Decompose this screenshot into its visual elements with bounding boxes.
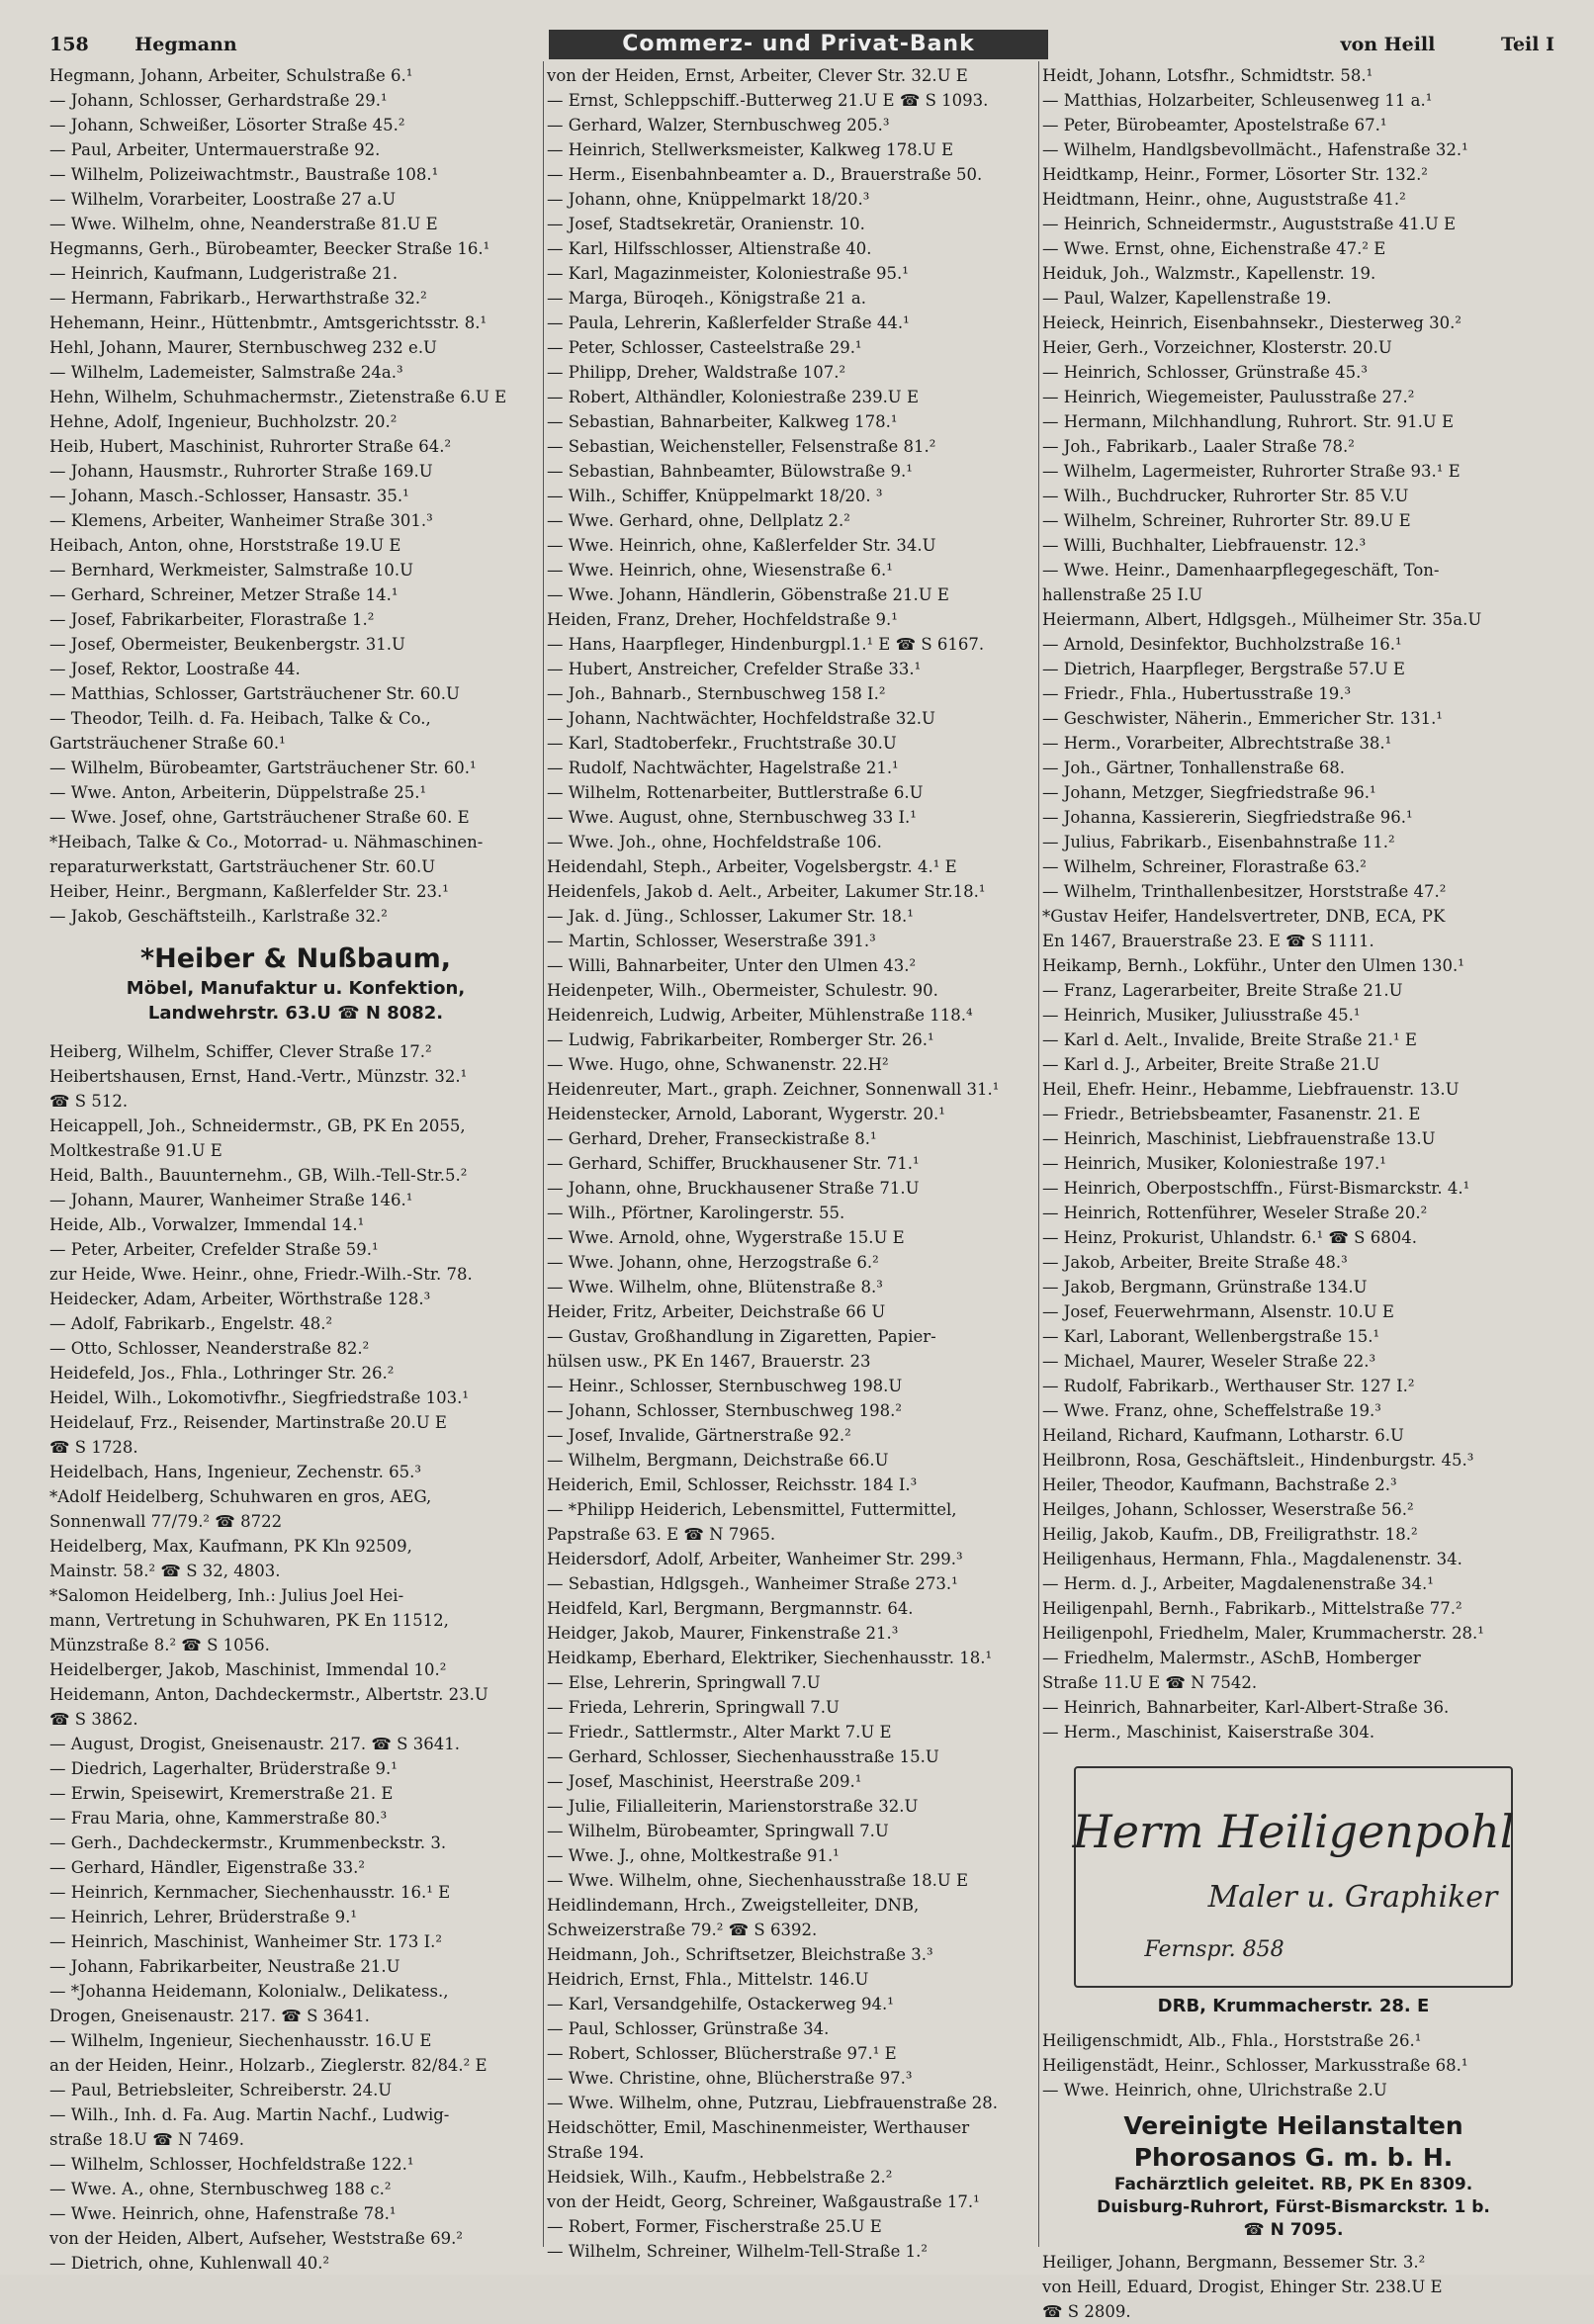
directory-entry: En 1467, Brauerstraße 23. E ☎ S 1111.: [1042, 932, 1374, 950]
directory-entry: — Peter, Schlosser, Casteelstraße 29.¹: [547, 338, 862, 357]
directory-entry: — Gerhard, Dreher, Franseckistraße 8.¹: [547, 1129, 877, 1148]
column-1-entries-continued: [49, 1039, 542, 2276]
directory-entry: — Wilhelm, Ingenieur, Siechenhausstr. 16.U E: [49, 2031, 432, 2050]
directory-entry: — Karl, Versandgehilfe, Ostackerweg 94.¹: [547, 1995, 894, 2013]
directory-entry: — Gerhard, Schlosser, Siechenhausstraße 15.U: [547, 1747, 939, 1766]
directory-entry: — Johann, Nachtwächter, Hochfeldstraße 32.U: [547, 709, 935, 728]
directory-entry: — Jakob, Geschäftsteilh., Karlstraße 32.²: [49, 907, 388, 926]
directory-entry: Heidendahl, Steph., Arbeiter, Vogelsbergstr. 4.¹ E: [547, 857, 957, 876]
directory-entry: Heidelberger, Jakob, Maschinist, Immendal 10.²: [49, 1660, 447, 1679]
directory-entry: — Gerhard, Schreiner, Metzer Straße 14.¹: [49, 585, 398, 604]
directory-entry: — Paul, Schlosser, Grünstraße 34.: [547, 2019, 830, 2038]
directory-entry: — Heinz, Prokurist, Uhlandstr. 6.¹ ☎ S 6804.: [1042, 1228, 1417, 1247]
directory-entry: — Friedr., Sattlermstr., Alter Markt 7.U E: [547, 1723, 892, 1742]
directory-entry: — Sebastian, Hdlgsgeh., Wanheimer Straße 273.¹: [547, 1574, 958, 1593]
directory-entry: ☎ S 1728.: [49, 1438, 138, 1457]
directory-entry: — Herm., Maschinist, Kaiserstraße 304.: [1042, 1723, 1375, 1742]
directory-entry: — Wwe. Ernst, ohne, Eichenstraße 47.² E: [1042, 239, 1386, 258]
directory-entry: — Wilhelm, Rottenarbeiter, Buttlerstraße 6.U: [547, 783, 924, 802]
directory-entry: Heidt, Johann, Lotsfhr., Schmidtstr. 58.¹: [1042, 66, 1373, 85]
column-1: [49, 63, 542, 2273]
directory-entry: Heidtmann, Heinr., ohne, Auguststraße 41.²: [1042, 190, 1406, 209]
directory-entry: — Wilh., Buchdrucker, Ruhrorter Str. 85 V.U: [1042, 487, 1409, 505]
directory-entry: — Matthias, Holzarbeiter, Schleusenweg 11 a.¹: [1042, 91, 1433, 110]
directory-entry: ☎ S 512.: [49, 1092, 129, 1111]
directory-entry: Heicappell, Joh., Schneidermstr., GB, PK En 2055,: [49, 1117, 466, 1135]
directory-entry: — Wwe. Heinrich, ohne, Hafenstraße 78.¹: [49, 2204, 397, 2223]
directory-entry: — Wwe. Gerhard, ohne, Dellplatz 2.²: [547, 511, 850, 530]
directory-entry: — Wwe. August, ohne, Sternbuschweg 33 I.¹: [547, 808, 917, 827]
directory-entry: — Julius, Fabrikarb., Eisenbahnstraße 11.²: [1042, 833, 1395, 851]
directory-entry: Heidemann, Anton, Dachdeckermstr., Albertstr. 23.U: [49, 1685, 488, 1704]
directory-entry: Sonnenwall 77/79.² ☎ 8722: [49, 1512, 283, 1531]
directory-entry: — Julie, Filialleiterin, Marienstorstraße 32.U: [547, 1797, 919, 1816]
directory-entry: — Wilhelm, Lagermeister, Ruhrorter Straße 93.¹ E: [1042, 462, 1461, 481]
directory-entry: Heidefeld, Jos., Fhla., Lothringer Str. 26.²: [49, 1364, 395, 1383]
directory-entry: — Robert, Schlosser, Blücherstraße 97.¹ E: [547, 2044, 897, 2063]
directory-entry: Heiligenhaus, Hermann, Fhla., Magdalenenstr. 34.: [1042, 1550, 1462, 1568]
directory-entry: — Wwe. Anton, Arbeiterin, Düppelstraße 25.¹: [49, 783, 427, 802]
directory-entry: — Karl d. Aelt., Invalide, Breite Straße 21.¹ E: [1042, 1030, 1417, 1049]
directory-entry: — Wilhelm, Bürobeamter, Gartsträuchener Str. 60.¹: [49, 759, 477, 777]
ad-line: ☎ N 7095.: [1243, 2220, 1344, 2240]
directory-entry: Heib, Hubert, Maschinist, Ruhrorter Straße 64.²: [49, 437, 452, 456]
directory-entry: — Wwe. A., ohne, Sternbuschweg 188 c.²: [49, 2180, 392, 2198]
directory-entry: Gartsträuchener Straße 60.¹: [49, 734, 286, 753]
directory-entry: Hehne, Adolf, Ingenieur, Buchholzstr. 20.²: [49, 412, 398, 431]
directory-entry: straße 18.U ☎ N 7469.: [49, 2130, 244, 2149]
ad-line: Duisburg-Ruhrort, Fürst-Bismarckstr. 1 b.: [1097, 2197, 1490, 2217]
ad-title: Vereinigte Heilanstalten Phorosanos G. m. b. H.: [1123, 2111, 1463, 2172]
directory-entry: — Hans, Haarpfleger, Hindenburgpl.1.¹ E ☎ S 6167.: [547, 635, 985, 654]
column-divider: [1038, 61, 1039, 2247]
directory-entry: zur Heide, Wwe. Heinr., ohne, Friedr.-Wilh.-Str. 78.: [49, 1265, 473, 1284]
directory-entry: — Josef, Stadtsekretär, Oranienstr. 10.: [547, 215, 865, 233]
directory-entry: — Adolf, Fabrikarb., Engelstr. 48.²: [49, 1314, 333, 1333]
directory-entry: — Wwe. Christine, ohne, Blücherstraße 97.³: [547, 2069, 913, 2088]
header-left: [49, 34, 237, 55]
directory-entry: — Jakob, Bergmann, Grünstraße 134.U: [1042, 1278, 1368, 1296]
directory-entry: — Heinrich, Schneidermstr., Auguststraße 41.U E: [1042, 215, 1457, 233]
directory-entry: — Wwe. Wilhelm, ohne, Putzrau, Liebfrauenstraße 28.: [547, 2094, 998, 2112]
directory-entry: Hehemann, Heinr., Hüttenbmtr., Amtsgerichtsstr. 8.¹: [49, 313, 487, 332]
directory-entry: — Franz, Lagerarbeiter, Breite Straße 21.U: [1042, 981, 1403, 1000]
directory-entry: — Wwe. Heinr., Damenhaarpflegegeschäft, Ton-: [1042, 561, 1440, 580]
directory-entry: mann, Vertretung in Schuhwaren, PK En 11512,: [49, 1611, 449, 1630]
directory-entry: — Friedhelm, Malermstr., ASchB, Homberger: [1042, 1649, 1421, 1667]
directory-entry: Heieck, Heinrich, Eisenbahnsekr., Diesterweg 30.²: [1042, 313, 1461, 332]
header-last-name: von Heill: [1340, 34, 1436, 55]
ad-title: *Heiber & Nußbaum,: [140, 943, 451, 974]
directory-entry: Heiberg, Wilhelm, Schiffer, Clever Straße 17.²: [49, 1042, 432, 1061]
directory-entry: — Ernst, Schleppschiff.-Butterweg 21.U E ☎ S 1093.: [547, 91, 989, 110]
directory-entry: — Arnold, Desinfektor, Buchholzstraße 16.¹: [1042, 635, 1402, 654]
directory-entry: — Johann, ohne, Knüppelmarkt 18/20.³: [547, 190, 870, 209]
directory-entry: Heidenstecker, Arnold, Laborant, Wygerstr. 20.¹: [547, 1105, 945, 1123]
directory-entry: — Diedrich, Lagerhalter, Brüderstraße 9.¹: [49, 1759, 398, 1778]
directory-entry: Heibertshausen, Ernst, Hand.-Vertr., Münzstr. 32.¹: [49, 1067, 468, 1086]
directory-entry: *Adolf Heidelberg, Schuhwaren en gros, AEG,: [49, 1487, 432, 1506]
ad-line: Möbel, Manufaktur u. Konfektion,: [126, 978, 466, 999]
directory-entry: Heilig, Jakob, Kaufm., DB, Freiligrathstr. 18.²: [1042, 1525, 1418, 1544]
directory-entry: — *Johanna Heidemann, Kolonialw., Delikatess.,: [49, 1982, 449, 2001]
column-2-entries: [547, 63, 1037, 2264]
directory-entry: — Karl d. J., Arbeiter, Breite Straße 21.U: [1042, 1055, 1380, 1074]
directory-entry: Heiligenstädt, Heinr., Schlosser, Markusstraße 68.¹: [1042, 2056, 1468, 2075]
directory-entry: Hehn, Wilhelm, Schuhmachermstr., Zietenstraße 6.U E: [49, 388, 507, 406]
directory-entry: Heikamp, Bernh., Lokführ., Unter den Ulmen 130.¹: [1042, 956, 1464, 975]
directory-entry: — Marga, Büroqeh., Königstraße 21 a.: [547, 289, 866, 308]
directory-entry: Heidrich, Ernst, Fhla., Mittelstr. 146.U: [547, 1970, 869, 1989]
directory-entry: Heidsiek, Wilh., Kaufm., Hebbelstraße 2.²: [547, 2168, 893, 2187]
directory-entry: Heidersdorf, Adolf, Arbeiter, Wanheimer Str. 299.³: [547, 1550, 963, 1568]
directory-entry: — Karl, Stadtoberfekr., Fruchtstraße 30.U: [547, 734, 897, 753]
directory-entry: — Joh., Fabrikarb., Laaler Straße 78.²: [1042, 437, 1355, 456]
page-header: [49, 30, 1554, 59]
directory-entry: Heiber, Heinr., Bergmann, Kaßlerfelder Str. 23.¹: [49, 882, 449, 901]
directory-entry: — Johann, Metzger, Siegfriedstraße 96.¹: [1042, 783, 1376, 802]
directory-entry: — Johann, Schlosser, Sternbuschweg 198.²: [547, 1401, 902, 1420]
directory-entry: — Hubert, Anstreicher, Crefelder Straße 33.¹: [547, 660, 922, 678]
page-number: 158: [49, 34, 89, 55]
directory-entry: — Josef, Feuerwehrmann, Alsenstr. 10.U E: [1042, 1302, 1394, 1321]
column-1-entries: [49, 63, 542, 929]
directory-entry: Moltkestraße 91.U E: [49, 1141, 222, 1160]
directory-entry: Straße 11.U E ☎ N 7542.: [1042, 1673, 1258, 1692]
directory-entry: — Johann, Schlosser, Gerhardstraße 29.¹: [49, 91, 388, 110]
directory-entry: — Wwe. Wilhelm, ohne, Neanderstraße 81.U E: [49, 215, 438, 233]
directory-entry: — Wwe. Heinrich, ohne, Kaßlerfelder Str. 34.U: [547, 536, 936, 555]
directory-entry: — Heinrich, Musiker, Koloniestraße 197.¹: [1042, 1154, 1386, 1173]
directory-entry: — Wilh., Inh. d. Fa. Aug. Martin Nachf., Ludwig-: [49, 2105, 450, 2124]
directory-entry: Heidger, Jakob, Maurer, Finkenstraße 21.³: [547, 1624, 899, 1643]
column-3: [1042, 63, 1545, 2321]
directory-entry: — Gustav, Großhandlung in Zigaretten, Papier-: [547, 1327, 936, 1346]
directory-entry: — Hermann, Milchhandlung, Ruhrort. Str. 91.U E: [1042, 412, 1455, 431]
directory-entry: Hegmann, Johann, Arbeiter, Schulstraße 6.¹: [49, 66, 413, 85]
directory-entry: Heidenpeter, Wilh., Obermeister, Schulestr. 90.: [547, 981, 938, 1000]
directory-entry: Heidelbach, Hans, Ingenieur, Zechenstr. 65.³: [49, 1463, 421, 1481]
directory-entry: — Johann, Maurer, Wanheimer Straße 146.¹: [49, 1191, 413, 1209]
directory-entry: — Wwe. Franz, ohne, Scheffelstraße 19.³: [1042, 1401, 1381, 1420]
column-3-entries: [1042, 63, 1545, 1744]
directory-entry: — Johann, Masch.-Schlosser, Hansastr. 35.¹: [49, 487, 409, 505]
directory-entry: Hehl, Johann, Maurer, Sternbuschweg 232 e.U: [49, 338, 437, 357]
directory-entry: Heidel, Wilh., Lokomotivfhr., Siegfriedstraße 103.¹: [49, 1388, 469, 1407]
directory-entry: — Paul, Betriebsleiter, Schreiberstr. 24.U: [49, 2081, 393, 2100]
logo-ad-address: DRB, Krummacherstr. 28. E: [1157, 1996, 1430, 2016]
directory-entry: — Martin, Schlosser, Weserstraße 391.³: [547, 932, 876, 950]
logo-script-name: Herm Heiligenpohl: [1072, 1805, 1515, 1858]
directory-entry: — Herm. d. J., Arbeiter, Magdalenenstraße 34.¹: [1042, 1574, 1434, 1593]
directory-entry: Mainstr. 58.² ☎ S 32, 4803.: [49, 1562, 281, 1580]
directory-entry: Heidecker, Adam, Arbeiter, Wörthstraße 128.³: [49, 1290, 431, 1308]
directory-entry: — Bernhard, Werkmeister, Salmstraße 10.U: [49, 561, 413, 580]
directory-entry: Heidenreuter, Mart., graph. Zeichner, Sonnenwall 31.¹: [547, 1080, 1000, 1099]
directory-entry: — Dietrich, ohne, Kuhlenwall 40.²: [49, 2254, 330, 2273]
directory-entry: ☎ S 3862.: [49, 1710, 138, 1729]
phorosanos-ad: [1042, 2110, 1545, 2242]
directory-entry: — Wilhelm, Polizeiwachtmstr., Baustraße 108.¹: [49, 165, 439, 184]
directory-entry: — Wwe. Joh., ohne, Hochfeldstraße 106.: [547, 833, 882, 851]
directory-entry: — Wilhelm, Schreiner, Ruhrorter Str. 89.U E: [1042, 511, 1411, 530]
directory-entry: — Gerhard, Walzer, Sternbuschweg 205.³: [547, 116, 890, 134]
directory-entry: — Wilhelm, Schlosser, Hochfeldstraße 122.¹: [49, 2155, 414, 2174]
directory-entry: — Heinrich, Maschinist, Wanheimer Str. 173 I.²: [49, 1932, 442, 1951]
column-3-entries-continued: [1042, 2028, 1545, 2102]
directory-entry: — Josef, Maschinist, Heerstraße 209.¹: [547, 1772, 862, 1791]
directory-entry: Heiligenschmidt, Alb., Fhla., Horststraße 26.¹: [1042, 2031, 1422, 2050]
directory-entry: — Johann, ohne, Bruckhausener Straße 71.U: [547, 1179, 920, 1198]
directory-entry: *Gustav Heifer, Handelsvertreter, DNB, ECA, PK: [1042, 907, 1446, 926]
directory-entry: — Wwe. Heinrich, ohne, Wiesenstraße 6.¹: [547, 561, 893, 580]
directory-entry: — Wilh., Schiffer, Knüppelmarkt 18/20. ³: [547, 487, 883, 505]
directory-entry: — Wwe. Johann, ohne, Herzogstraße 6.²: [547, 1253, 879, 1272]
directory-entry: — Philipp, Dreher, Waldstraße 107.²: [547, 363, 846, 382]
directory-entry: — Wwe. Heinrich, ohne, Ulrichstraße 2.U: [1042, 2081, 1387, 2100]
directory-entry: — Herm., Vorarbeiter, Albrechtstraße 38.¹: [1042, 734, 1392, 753]
directory-entry: Heiderich, Emil, Schlosser, Reichsstr. 184 I.³: [547, 1475, 918, 1494]
directory-entry: — Wwe. Hugo, ohne, Schwanenstr. 22.H²: [547, 1055, 889, 1074]
directory-entry: von der Heiden, Ernst, Arbeiter, Clever Str. 32.U E: [547, 66, 968, 85]
directory-entry: — Gerh., Dachdeckermstr., Krummenbeckstr. 3.: [49, 1833, 447, 1852]
directory-entry: ☎ S 2809.: [1042, 2302, 1131, 2321]
directory-entry: — Josef, Fabrikarbeiter, Florastraße 1.²: [49, 610, 375, 629]
directory-entry: — Herm., Eisenbahnbeamter a. D., Brauerstraße 50.: [547, 165, 983, 184]
directory-entry: — Robert, Althändler, Koloniestraße 239.U E: [547, 388, 920, 406]
directory-entry: — Karl, Laborant, Wellenbergstraße 15.¹: [1042, 1327, 1380, 1346]
directory-entry: von der Heidt, Georg, Schreiner, Waßgaustraße 17.¹: [547, 2192, 980, 2211]
directory-entry: Heiligenpahl, Bernh., Fabrikarb., Mittelstraße 77.²: [1042, 1599, 1462, 1618]
directory-entry: — Joh., Gärtner, Tonhallenstraße 68.: [1042, 759, 1345, 777]
directory-entry: — Sebastian, Bahnarbeiter, Kalkweg 178.¹: [547, 412, 898, 431]
directory-entry: — Michael, Maurer, Weseler Straße 22.³: [1042, 1352, 1376, 1371]
logo-script-phone: Fernspr. 858: [1144, 1937, 1284, 1962]
directory-entry: Heilbronn, Rosa, Geschäftsleit., Hindenburgstr. 45.³: [1042, 1451, 1474, 1470]
directory-entry: — Wwe. Wilhelm, ohne, Siechenhausstraße 18.U E: [547, 1871, 969, 1890]
directory-entry: — Wilhelm, Bürobeamter, Springwall 7.U: [547, 1822, 889, 1840]
directory-entry: — Wwe. J., ohne, Moltkestraße 91.¹: [547, 1846, 840, 1865]
directory-entry: Heidelauf, Frz., Reisender, Martinstraße 20.U E: [49, 1413, 447, 1432]
directory-entry: — Josef, Rektor, Loostraße 44.: [49, 660, 301, 678]
directory-entry: — Else, Lehrerin, Springwall 7.U: [547, 1673, 821, 1692]
directory-entry: Hegmanns, Gerh., Bürobeamter, Beecker Straße 16.¹: [49, 239, 490, 258]
directory-entry: — Karl, Magazinmeister, Koloniestraße 95.¹: [547, 264, 909, 283]
directory-entry: *Salomon Heidelberg, Inh.: Julius Joel Hei-: [49, 1586, 404, 1605]
directory-entry: — Gerhard, Händler, Eigenstraße 33.²: [49, 1858, 365, 1877]
directory-entry: — Paul, Walzer, Kapellenstraße 19.: [1042, 289, 1332, 308]
directory-entry: Heidkamp, Eberhard, Elektriker, Siechenhausstr. 18.¹: [547, 1649, 993, 1667]
directory-entry: — Rudolf, Fabrikarb., Werthauser Str. 127 I.²: [1042, 1377, 1415, 1395]
directory-entry: Heiliger, Johann, Bergmann, Bessemer Str. 3.²: [1042, 2253, 1426, 2272]
directory-entry: — Robert, Former, Fischerstraße 25.U E: [547, 2217, 882, 2236]
directory-entry: Heiermann, Albert, Hdlgsgeh., Mülheimer Str. 35a.U: [1042, 610, 1482, 629]
heiber-nussbaum-ad: [49, 942, 542, 1026]
directory-entry: — Heinrich, Bahnarbeiter, Karl-Albert-Straße 36.: [1042, 1698, 1450, 1717]
directory-entry: — Wilhelm, Schreiner, Wilhelm-Tell-Straße 1.²: [547, 2242, 929, 2261]
directory-entry: reparaturwerkstatt, Gartsträuchener Str. 60.U: [49, 857, 436, 876]
directory-entry: — Johann, Fabrikarbeiter, Neustraße 21.U: [49, 1957, 400, 1976]
directory-entry: — Johann, Schweißer, Lösorter Straße 45.²: [49, 116, 405, 134]
directory-entry: Papstraße 63. E ☎ N 7965.: [547, 1525, 776, 1544]
directory-entry: Heidenfels, Jakob d. Aelt., Arbeiter, Lakumer Str.18.¹: [547, 882, 986, 901]
directory-entry: — Heinrich, Schlosser, Grünstraße 45.³: [1042, 363, 1369, 382]
directory-entry: — Willi, Bahnarbeiter, Unter den Ulmen 43.²: [547, 956, 917, 975]
directory-entry: — Heinrich, Maschinist, Liebfrauenstraße 13.U: [1042, 1129, 1436, 1148]
directory-entry: Heilges, Johann, Schlosser, Weserstraße 56.²: [1042, 1500, 1414, 1519]
directory-entry: — Heinrich, Kaufmann, Ludgeristraße 21.: [49, 264, 398, 283]
directory-entry: Heidschötter, Emil, Maschinenmeister, Werthauser: [547, 2118, 970, 2137]
directory-entry: Heid, Balth., Bauunternehm., GB, Wilh.-Tell-Str.5.²: [49, 1166, 468, 1185]
directory-entry: Heier, Gerh., Vorzeichner, Klosterstr. 20.U: [1042, 338, 1392, 357]
directory-entry: — Wilhelm, Lademeister, Salmstraße 24a.³: [49, 363, 403, 382]
directory-entry: Heibach, Anton, ohne, Horststraße 19.U E: [49, 536, 401, 555]
directory-entry: — Jakob, Arbeiter, Breite Straße 48.³: [1042, 1253, 1348, 1272]
directory-entry: — Theodor, Teilh. d. Fa. Heibach, Talke & Co.,: [49, 709, 431, 728]
directory-entry: Drogen, Gneisenaustr. 217. ☎ S 3641.: [49, 2007, 370, 2025]
directory-entry: — Frieda, Lehrerin, Springwall 7.U: [547, 1698, 840, 1717]
directory-entry: — Peter, Bürobeamter, Apostelstraße 67.¹: [1042, 116, 1387, 134]
directory-entry: Heidfeld, Karl, Bergmann, Bergmannstr. 64.: [547, 1599, 914, 1618]
directory-entry: — Joh., Bahnarb., Sternbuschweg 158 I.²: [547, 684, 886, 703]
directory-entry: — Wilhelm, Handlgsbevollmächt., Hafenstraße 32.¹: [1042, 140, 1468, 159]
column-2: [547, 63, 1037, 2261]
directory-entry: Heiligenpohl, Friedhelm, Maler, Krummacherstr. 28.¹: [1042, 1624, 1484, 1643]
directory-entry: — Karl, Hilfsschlosser, Altienstraße 40.: [547, 239, 872, 258]
directory-entry: — Wilhelm, Trinthallenbesitzer, Horststraße 47.²: [1042, 882, 1447, 901]
column-divider: [543, 61, 544, 2247]
directory-entry: hallenstraße 25 I.U: [1042, 585, 1203, 604]
directory-entry: — Wilh., Pförtner, Karolingerstr. 55.: [547, 1204, 845, 1222]
directory-entry: — *Philipp Heiderich, Lebensmittel, Futtermittel,: [547, 1500, 957, 1519]
directory-entry: — Peter, Arbeiter, Crefelder Straße 59.¹: [49, 1240, 379, 1259]
header-first-name: Hegmann: [134, 34, 237, 55]
ad-line: Landwehrstr. 63.U ☎ N 8082.: [147, 1003, 444, 1024]
directory-entry: Münzstraße 8.² ☎ S 1056.: [49, 1636, 270, 1654]
bank-banner: Commerz- und Privat-Bank: [549, 30, 1048, 59]
directory-entry: Straße 194.: [547, 2143, 645, 2162]
directory-entry: Heide, Alb., Vorwalzer, Immendal 14.¹: [49, 1215, 365, 1234]
directory-entry: — Wwe. Josef, ohne, Gartsträuchener Straße 60. E: [49, 808, 470, 827]
directory-entry: — Heinrich, Oberpostschffn., Fürst-Bismarckstr. 4.¹: [1042, 1179, 1470, 1198]
directory-entry: — Wwe. Arnold, ohne, Wygerstraße 15.U E: [547, 1228, 905, 1247]
directory-entry: — Heinrich, Lehrer, Brüderstraße 9.¹: [49, 1908, 357, 1926]
directory-entry: — Heinr., Schlosser, Sternbuschweg 198.U: [547, 1377, 903, 1395]
directory-entry: Heidenreich, Ludwig, Arbeiter, Mühlenstraße 118.⁴: [547, 1006, 973, 1025]
directory-entry: Heider, Fritz, Arbeiter, Deichstraße 66 U: [547, 1302, 886, 1321]
signature-logo: [1072, 1768, 1515, 1986]
directory-entry: Heidlindemann, Hrch., Zweigstelleiter, DNB,: [547, 1896, 920, 1915]
directory-entry: an der Heiden, Heinr., Holzarb., Zieglerstr. 82/84.² E: [49, 2056, 487, 2075]
directory-entry: — Rudolf, Nachtwächter, Hagelstraße 21.¹: [547, 759, 899, 777]
directory-entry: — Heinrich, Kernmacher, Siechenhausstr. 16.¹ E: [49, 1883, 451, 1902]
directory-entry: von der Heiden, Albert, Aufseher, Weststraße 69.²: [49, 2229, 464, 2248]
logo-script-sub: Maler u. Graphiker: [1207, 1880, 1498, 1915]
directory-entry: Heiden, Franz, Dreher, Hochfeldstraße 9.¹: [547, 610, 898, 629]
directory-entry: — Heinrich, Musiker, Juliusstraße 45.¹: [1042, 1006, 1361, 1025]
directory-entry: — Sebastian, Bahnbeamter, Bülowstraße 9.¹: [547, 462, 913, 481]
directory-entry: — Wilhelm, Vorarbeiter, Loostraße 27 a.U: [49, 190, 397, 209]
directory-entry: Heiduk, Joh., Walzmstr., Kapellenstr. 19.: [1042, 264, 1376, 283]
directory-entry: — Heinrich, Rottenführer, Weseler Straße 20.²: [1042, 1204, 1428, 1222]
directory-entry: — Josef, Obermeister, Beukenbergstr. 31.U: [49, 635, 405, 654]
directory-entry: Heidelberg, Max, Kaufmann, PK Kln 92509,: [49, 1537, 412, 1556]
directory-entry: — Willi, Buchhalter, Liebfrauenstr. 12.³: [1042, 536, 1367, 555]
directory-entry: von Heill, Eduard, Drogist, Ehinger Str. 238.U E: [1042, 2278, 1443, 2296]
directory-entry: Heidtkamp, Heinr., Former, Lösorter Str. 132.²: [1042, 165, 1428, 184]
directory-entry: — Wwe. Wilhelm, ohne, Blütenstraße 8.³: [547, 1278, 883, 1296]
directory-entry: Heidmann, Joh., Schriftsetzer, Bleichstraße 3.³: [547, 1945, 933, 1964]
directory-entry: Heiland, Richard, Kaufmann, Lotharstr. 6.U: [1042, 1426, 1404, 1445]
directory-entry: — Paul, Arbeiter, Untermauerstraße 92.: [49, 140, 381, 159]
directory-entry: — Sebastian, Weichensteller, Felsenstraße 81.²: [547, 437, 936, 456]
directory-entry: *Heibach, Talke & Co., Motorrad- u. Nähmaschinen-: [49, 833, 484, 851]
directory-entry: — Hermann, Fabrikarb., Herwarthstraße 32.²: [49, 289, 427, 308]
directory-entry: Heil, Ehefr. Heinr., Hebamme, Liebfrauenstr. 13.U: [1042, 1080, 1460, 1099]
directory-entry: — Erwin, Speisewirt, Kremerstraße 21. E: [49, 1784, 394, 1803]
heiligenpohl-logo-ad: [1074, 1766, 1513, 1988]
directory-entry: — Matthias, Schlosser, Gartsträuchener Str. 60.U: [49, 684, 460, 703]
directory-entry: — Gerhard, Schiffer, Bruckhausener Str. 71.¹: [547, 1154, 920, 1173]
directory-entry: — Wwe. Johann, Händlerin, Göbenstraße 21.U E: [547, 585, 949, 604]
directory-entry: — Otto, Schlosser, Neanderstraße 82.²: [49, 1339, 370, 1358]
directory-entry: — Frau Maria, ohne, Kammerstraße 80.³: [49, 1809, 388, 1828]
directory-entry: Schweizerstraße 79.² ☎ S 6392.: [547, 1921, 818, 1939]
header-part: Teil I: [1501, 34, 1554, 55]
directory-entry: — Paula, Lehrerin, Kaßlerfelder Straße 44.¹: [547, 313, 910, 332]
directory-entry: — Friedr., Betriebsbeamter, Fasanenstr. 21. E: [1042, 1105, 1421, 1123]
directory-entry: — Johann, Hausmstr., Ruhrorter Straße 169.U: [49, 462, 433, 481]
header-right: [1341, 34, 1554, 55]
directory-entry: — Ludwig, Fabrikarbeiter, Romberger Str. 26.¹: [547, 1030, 934, 1049]
directory-entry: — August, Drogist, Gneisenaustr. 217. ☎ S 3641.: [49, 1735, 460, 1753]
directory-entry: — Johanna, Kassiererin, Siegfriedstraße 96.¹: [1042, 808, 1413, 827]
directory-entry: — Heinrich, Stellwerksmeister, Kalkweg 178.U E: [547, 140, 954, 159]
directory-entry: hülsen usw., PK En 1467, Brauerstr. 23: [547, 1352, 871, 1371]
directory-entry: — Heinrich, Wiegemeister, Paulusstraße 27.²: [1042, 388, 1415, 406]
directory-entry: — Jak. d. Jüng., Schlosser, Lakumer Str. 18.¹: [547, 907, 914, 926]
ad-line: Fachärztlich geleitet. RB, PK En 8309.: [1113, 2175, 1473, 2194]
directory-entry: Heiler, Theodor, Kaufmann, Bachstraße 2.³: [1042, 1475, 1397, 1494]
directory-entry: — Klemens, Arbeiter, Wanheimer Straße 301.³: [49, 511, 433, 530]
directory-entry: — Wilhelm, Schreiner, Florastraße 63.²: [1042, 857, 1367, 876]
directory-entry: — Josef, Invalide, Gärtnerstraße 92.²: [547, 1426, 851, 1445]
directory-entry: — Wilhelm, Bergmann, Deichstraße 66.U: [547, 1451, 889, 1470]
directory-entry: — Dietrich, Haarpfleger, Bergstraße 57.U E: [1042, 660, 1405, 678]
column-3-entries-final: [1042, 2250, 1545, 2324]
directory-entry: — Geschwister, Näherin., Emmericher Str. 131.¹: [1042, 709, 1443, 728]
directory-entry: — Friedr., Fhla., Hubertusstraße 19.³: [1042, 684, 1352, 703]
